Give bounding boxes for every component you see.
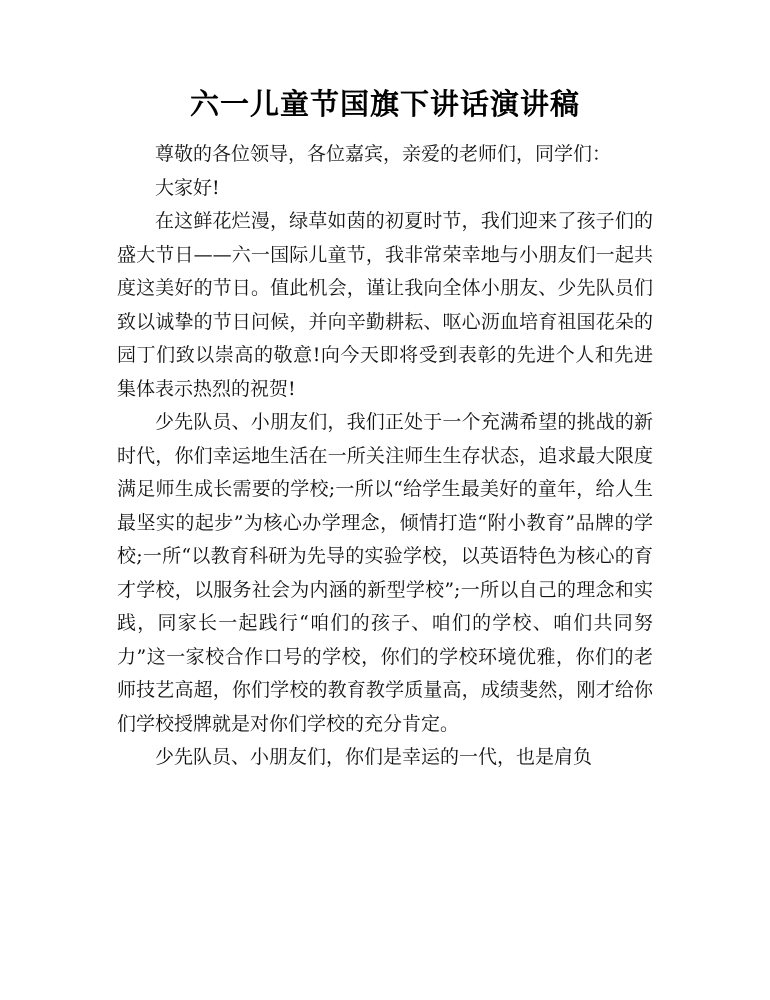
document-title: 六一儿童节国旗下讲话演讲稿 [189, 87, 580, 121]
paragraph-festival-greetings: 在这鲜花烂漫，绿草如茵的初夏时节，我们迎来了孩子们的盛大节日——六一国际儿童节，我非常荣幸地与小朋友们一起共度这美好的节日。值此机会，谨让我向全体小朋友、少先队员们致以诚挚的节日问候，并向辛勤耕耘、呕心沥血培育祖国花朵的园丁们致以崇高的敬意!向今天即将受到表彰的先进个人和先进集体表示热烈的祝贺! [117, 210, 653, 400]
paragraph-greeting: 大家好! [155, 176, 220, 199]
paragraph-closing-fragment: 少先队员、小朋友们，你们是幸运的一代，也是肩负 [155, 746, 593, 768]
paragraph-salutation: 尊敬的各位领导，各位嘉宾，亲爱的老师们，同学们： [155, 143, 612, 165]
paragraph-school-description: 少先队员、小朋友们，我们正处于一个充满希望的挑战的新时代，你们幸运地生活在一所关注师生生存状态，追求最大限度满足师生成长需要的学校;一所以“给学生最美好的童年，给人生最坚实的起步”为核心办学理念，倾情打造“附小教育”品牌的学校;一所“以教育科研为先导的实验学校，以英语特色为核心的育才学校，以服务社会为内涵的新型学校”;一所以自己的理念和实践，同家长一起践行“咱们的孩子、咱们的学校、咱们共同努力”这一家校合作口号的学校，你们的学校环境优雅，你们的老师技艺高超，你们学校的教育教学质量高，成绩斐然，刚才给你们学校授牌就是对你们学校的充分肯定。 [117, 411, 653, 735]
document-body [117, 138, 653, 775]
